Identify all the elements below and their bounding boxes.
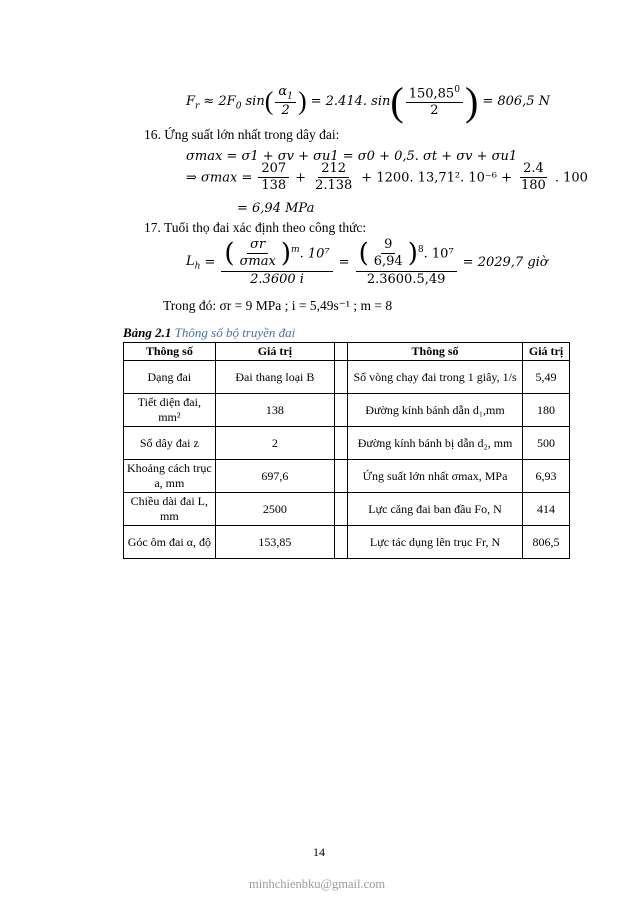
table-caption [123,325,295,341]
item-16-line3: = 6,94 MPa [237,201,315,216]
frac-207-138: $\frac{207}{138}$ [258,162,289,194]
table-cell: Dạng đai [124,361,216,394]
table-row [124,526,570,559]
lh-fraction-general: ( $\frac{\sigma r}{\sigma\max}$ )$^m$. 10⁷ 2.3600 i [221,238,332,287]
table-cell: 138 [215,394,334,427]
table-caption-title: Thông số bộ truyền đai [174,325,296,340]
table-cell: Đai thang loại B [215,361,334,394]
table-cell: Khoảng cách trục a, mm [124,460,216,493]
table-gap-cell [335,427,348,460]
where-line: Trong đó: σr = 9 MPa ; i = 5,49s⁻¹ ; m = 8 [163,298,393,313]
fr-approx: ≈ $2F_0$ [203,94,242,112]
table-cell: Số vòng chạy đai trong 1 giây, 1/s [348,361,523,394]
table-cell: 2 [215,427,334,460]
table-row [124,460,570,493]
table-cell: 697,6 [215,460,334,493]
fr-sin: sin [245,94,265,110]
table-row [124,493,570,526]
page-number: 14 [313,845,325,859]
item-16-label: 16. Ứng suất lớn nhất trong dây đai: [144,127,340,142]
table-cell: Lực căng đai ban đầu Fo, N [348,493,523,526]
table-cell: Góc ôm đai α, độ [124,526,216,559]
footer-email: minhchienbku@gmail.com [249,877,386,891]
table-cell: 5,49 [523,361,570,394]
parameters-table [123,342,570,559]
item-16-line1: σmax = σ1 + σv + σu1 = σ0 + 0,5. σt + σv + σu1 [186,149,518,164]
table-row [124,427,570,460]
header-value-right: Giá trị [523,343,570,361]
table-cell: 180 [523,394,570,427]
frac-24-180: $\frac{2.4}{180}$ [521,161,546,194]
table-gap-cell [335,460,348,493]
table-gap-cell [335,493,348,526]
header-gap [335,343,348,361]
table-cell: 6,93 [523,460,570,493]
fr-lhs: $F_r$ [186,94,200,112]
fr-alpha-fraction: $\frac{\alpha_1}{2}$ [275,85,296,119]
table-cell: Ứng suất lớn nhất σmax, MPa [348,460,523,493]
item-17-label: 17. Tuổi thọ đai xác định theo công thức: [144,220,367,235]
fr-angle-fraction: $\frac{150,85^0}{2}$ [406,85,463,119]
table-cell: 2500 [215,493,334,526]
item-16-line2: ⇒ σmax = $\frac{207}{138}$ + $\frac{212}{2.138}$ + 1200. 13,71². 10⁻⁶ + $\frac{2.4}{180}$ . 100 [186,161,588,194]
table-cell: 414 [523,493,570,526]
fr-result: = 806,5 N [482,94,551,110]
frac-212-2138: $\frac{212}{2.138}$ [315,161,353,194]
table-header-row [124,343,570,361]
table-caption-number: Bảng 2.1 [123,325,172,340]
table-cell: Đường kính bánh bị dẫn d₂, mm [348,427,523,460]
table-row [124,394,570,427]
table-row [124,361,570,394]
formula-lh: $L_h$ = ( $\frac{\sigma r}{\sigma\max}$ )$^m$. 10⁷ 2.3600 i = ( $\frac{9}{6,94}$ )$^8$. 10⁷ 2.3600.5,49 = 2029,7 giờ [186,237,548,287]
fr-eq1: = 2.414. sin [310,94,391,110]
table-cell: Đường kính bánh dẫn d₁,mm [348,394,523,427]
table-cell: Tiết diện đai, mm² [124,394,216,427]
table-cell: 806,5 [523,526,570,559]
header-value-left: Giá trị [215,343,334,361]
table-cell: Số dây đai z [124,427,216,460]
table-cell: 153,85 [215,526,334,559]
table-cell: Lực tác dụng lên trục Fr, N [348,526,523,559]
table-gap-cell [335,394,348,427]
table-gap-cell [335,526,348,559]
formula-fr: $F_r \approx 2F_0$ sin( $\frac{\alpha_1}{2}$ ) = 2.414. sin( $\frac{150,85^0}{2}$ ) = 806,5 N [186,79,551,124]
header-param-left: Thông số [124,343,216,361]
table-gap-cell [335,361,348,394]
lh-fraction-numeric: ( $\frac{9}{6,94}$ )$^8$. 10⁷ 2.3600.5,49 [356,238,457,287]
header-param-right: Thông số [348,343,523,361]
table-cell: Chiều dài đai L, mm [124,493,216,526]
table-cell: 500 [523,427,570,460]
